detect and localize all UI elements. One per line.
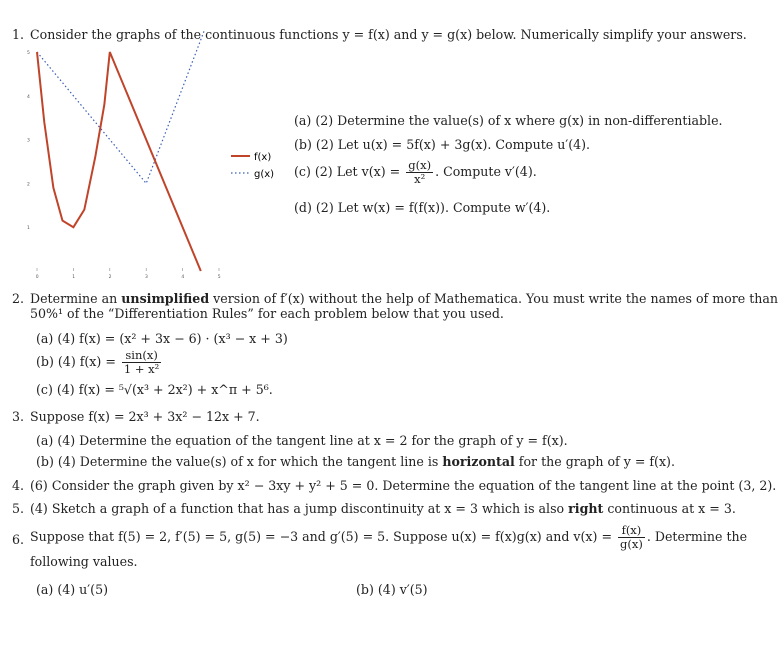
problem-2-post: version of f′(x) without the help of Mathematica. You must write the names of more than [213,291,778,306]
series-g-line [37,30,204,183]
problem-6-numerator: f(x) [618,524,645,538]
x-tick-label: 1 [72,275,76,280]
problem-1-stem: Consider the graphs of the continuous functions y = f(x) and y = g(x) below. Numerically simplify your answers. [30,27,747,42]
problem-2-pre: Determine an [30,291,118,306]
x-tick-label: 5 [217,275,221,280]
problem-5-number: 5. [12,501,25,516]
problem-2-bold-unsimplified: unsimplified [121,291,210,306]
x-tick-label: 2 [108,275,112,280]
problem-6-denominator: g(x) [620,537,643,551]
problem-1c-suffix: . Compute v′(4). [435,164,537,179]
problem-2-number: 2. [12,291,25,306]
problem-5-pre: (4) Sketch a graph of a function that has a jump discontinuity at x = 3 which is also [30,501,565,516]
problem-6-number: 6. [12,532,25,547]
problem-6b: (b) (4) v′(5) [356,582,428,597]
problem-6-post: . Determine the [646,529,748,544]
problem-3-number: 3. [12,409,25,424]
problem-1c-denominator: x² [414,172,426,186]
problem-1c-numerator: g(x) [408,158,432,172]
problem-4-text: (6) Consider the graph given by x² − 3xy + y² + 5 = 0. Determine the equation of the tangent line at the point (3, 2). [30,478,777,493]
problem-6-fraction [618,524,645,551]
problem-3b-pre: (b) (4) Determine the value(s) of x for which the tangent line is [36,454,439,469]
problem-6-line-1 [30,524,747,551]
problem-1d: (d) (2) Let w(x) = f(f(x)). Compute w′(4). [294,200,551,215]
problem-3b [36,454,675,469]
y-tick-label: 3 [27,138,30,144]
y-tick-label: 4 [27,94,30,100]
problem-2b-fraction [122,349,161,376]
problem-2c: (c) (4) f(x) = ⁵√(x³ + 2x²) + x^π + 5⁶. [36,382,273,397]
problem-2-line-2: 50%¹ of the “Differentiation Rules” for each problem below that you used. [30,306,504,321]
x-tick-label: 4 [181,275,185,280]
problem-3a: (a) (4) Determine the equation of the tangent line at x = 2 for the graph of y = f(x). [36,433,568,448]
problem-1c-prefix: (c) (2) Let v(x) = [294,164,401,179]
y-tick-label: 5 [27,51,30,56]
problem-1-number: 1. [12,27,25,42]
problem-6a: (a) (4) u′(5) [36,582,108,597]
problem-5-text [30,501,736,516]
problem-2-line-1 [30,291,778,306]
legend-g-label: g(x) [254,169,275,180]
problem-1b: (b) (2) Let u(x) = 5f(x) + 3g(x). Compute u′(4). [294,137,591,152]
x-tick-label: 3 [145,275,148,280]
x-tick-label: 0 [35,275,39,280]
problem-1-graph [22,44,275,282]
problem-2b-denominator: 1 + x² [123,362,160,376]
problem-3b-bold-horizontal: horizontal [442,454,515,469]
y-tick-label: 2 [27,182,30,188]
problem-2b-prefix: (b) (4) f(x) = [36,354,116,369]
problem-1c-fraction [406,159,433,186]
problem-2a: (a) (4) f(x) = (x² + 3x − 6) · (x³ − x + 3) [36,331,288,346]
problem-4-number: 4. [12,478,25,493]
legend-f-label: f(x) [254,152,272,163]
y-tick-label: 1 [27,226,30,232]
problem-2b-numerator: sin(x) [122,349,161,363]
problem-3-stem: Suppose f(x) = 2x³ + 3x² − 12x + 7. [30,409,260,424]
problem-1a: (a) (2) Determine the value(s) of x where g(x) in non-differentiable. [294,113,723,128]
problem-2b [36,349,163,376]
problem-6-pre: Suppose that f(5) = 2, f′(5) = 5, g(5) = −3 and g′(5) = 5. Suppose u(x) = f(x)g(x) and v(x) = [30,529,612,544]
problem-3b-post: for the graph of y = f(x). [518,454,675,469]
series-f-line [37,52,201,271]
problem-5-bold-right: right [568,501,604,516]
problem-1c [294,159,537,186]
problem-5-post: continuous at x = 3. [607,501,736,516]
problem-6-line-2: following values. [30,554,138,569]
